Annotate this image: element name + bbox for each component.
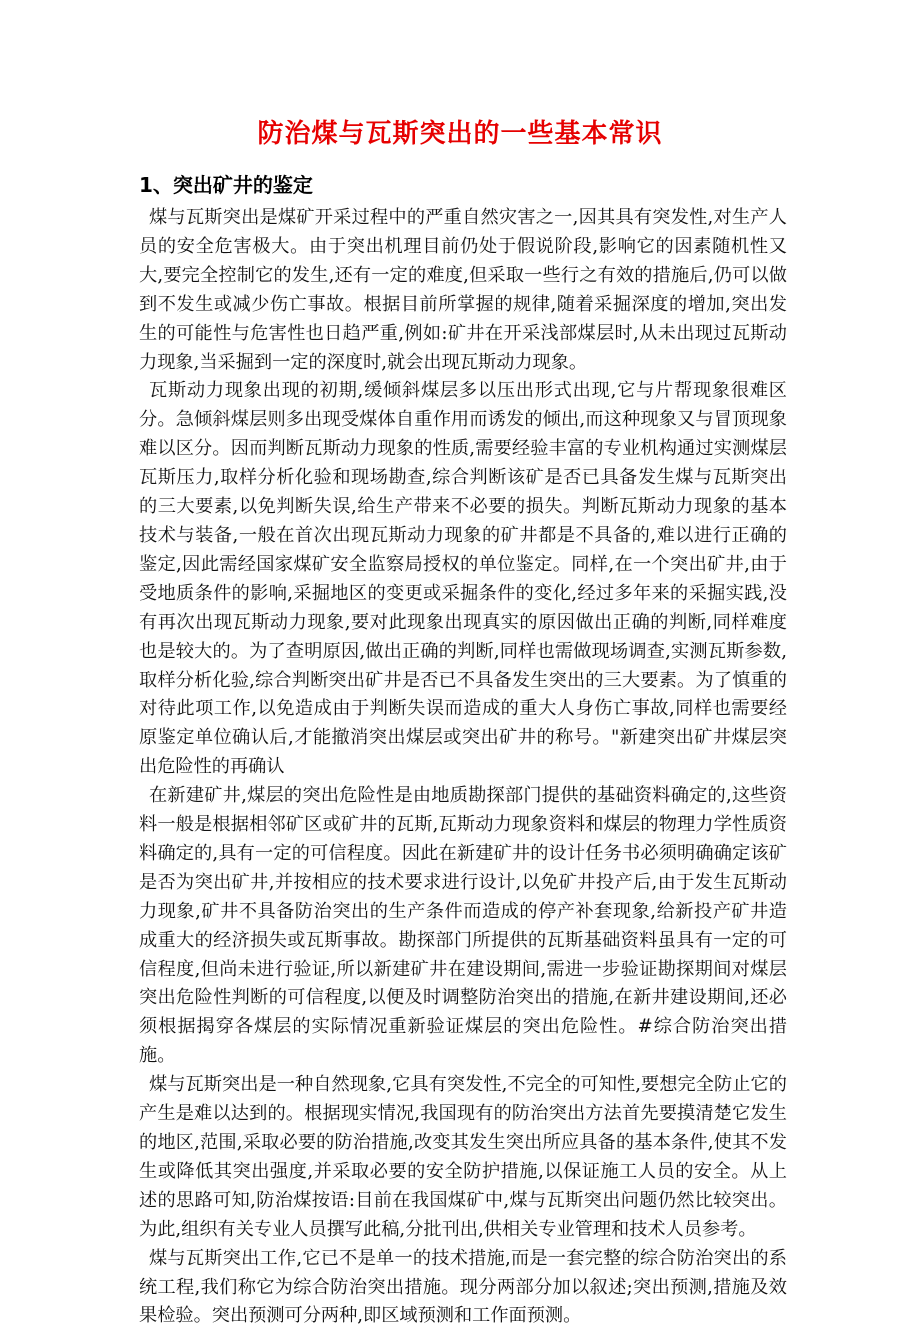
paragraph: 煤与瓦斯突出工作,它已不是单一的技术措施,而是一套完整的综合防治突出的系统工程,我们称它为综合防治突出措施。现分两部分加以叙述;突出预测,措施及效果检验。突出预测可分两种,即区域预测和工作面预测。 bbox=[139, 1247, 787, 1327]
paragraph: 煤与瓦斯突出是煤矿开采过程中的严重自然灾害之一,因其具有突发性,对生产人员的安全危害极大。由于突出机理目前仍处于假说阶段,影响它的因素随机性又大,要完全控制它的发生,还有一定的难度,但采取一些行之有效的措施后,仍可以做到不发生或减少伤亡事故。根据目前所掌握的规律,随着采掘深度的增加,突出发生的可能性与危害性也日趋严重,例如:矿井在开采浅部煤层时,从未出现过瓦斯动力现象,当采掘到一定的深度时,就会出现瓦斯动力现象。 bbox=[139, 207, 787, 373]
document-body bbox=[139, 204, 787, 1331]
document-title: 防治煤与瓦斯突出的一些基本常识 bbox=[257, 119, 663, 149]
paragraph: 在新建矿井,煤层的突出危险性是由地质勘探部门提供的基础资料确定的,这些资料一般是根据相邻矿区或矿井的瓦斯,瓦斯动力现象资料和煤层的物理力学性质资料确定的,具有一定的可信程度。因此在新建矿井的设计任务书必须明确确定该矿是否为突出矿井,并按相应的技术要求进行设计,以免矿井投产后,由于发生瓦斯动力现象,矿井不具备防治突出的生产条件而造成的停产补套现象,给新投产矿井造成重大的经济损失或瓦斯事故。勘探部门所提供的瓦斯基础资料虽具有一定的可信程度,但尚未进行验证,所以新建矿井在建设期间,需进一步验证勘探期间对煤层突出危险性判断的可信程度,以便及时调整防治突出的措施,在新井建设期间,还必须根据揭穿各煤层的实际情况重新验证煤层的突出危险性。#综合防治突出措施。 bbox=[139, 785, 787, 1067]
paragraph: 煤与瓦斯突出是一种自然现象,它具有突发性,不完全的可知性,要想完全防止它的产生是难以达到的。根据现实情况,我国现有的防治突出方法首先要摸清楚它发生的地区,范围,采取必要的防治措施,改变其发生突出所应具备的基本条件,使其不发生或降低其突出强度,并采取必要的安全防护措施,以保证施工人员的安全。从上述的思路可知,防治煤按语:目前在我国煤矿中,煤与瓦斯突出问题仍然比较突出。为此,组织有关专业人员撰写此稿,分批刊出,供相关专业管理和技术人员参考。 bbox=[139, 1074, 787, 1240]
paragraph: 瓦斯动力现象出现的初期,缓倾斜煤层多以压出形式出现,它与片帮现象很难区分。急倾斜煤层则多出现受煤体自重作用而诱发的倾出,而这种现象又与冒顶现象难以区分。因而判断瓦斯动力现象的性质,需要经验丰富的专业机构通过实测煤层瓦斯压力,取样分析化验和现场勘查,综合判断该矿是否已具备发生煤与瓦斯突出的三大要素,以免判断失误,给生产带来不必要的损失。判断瓦斯动力现象的基本技术与装备,一般在首次出现瓦斯动力现象的矿井都是不具备的,难以进行正确的鉴定,因此需经国家煤矿安全监察局授权的单位鉴定。同样,在一个突出矿井,由于受地质条件的影响,采掘地区的变更或采掘条件的变化,经过多年来的采掘实践,没有再次出现瓦斯动力现象,要对此现象出现真实的原因做出正确的判断,同样难度也是较大的。为了查明原因,做出正确的判断,同样也需做现场调查,实测瓦斯参数,取样分析化验,综合判断突出矿井是否已不具备发生突出的三大要素。为了慎重的对待此项工作,以免造成由于判断失误而造成的重大人身伤亡事故,同样也需要经原鉴定单位确认后,才能撤消突出煤层或突出矿井的称号。"新建突出矿井煤层突出危险性的再确认 bbox=[139, 380, 787, 778]
section-heading: 1、突出矿井的鉴定 bbox=[139, 173, 313, 197]
